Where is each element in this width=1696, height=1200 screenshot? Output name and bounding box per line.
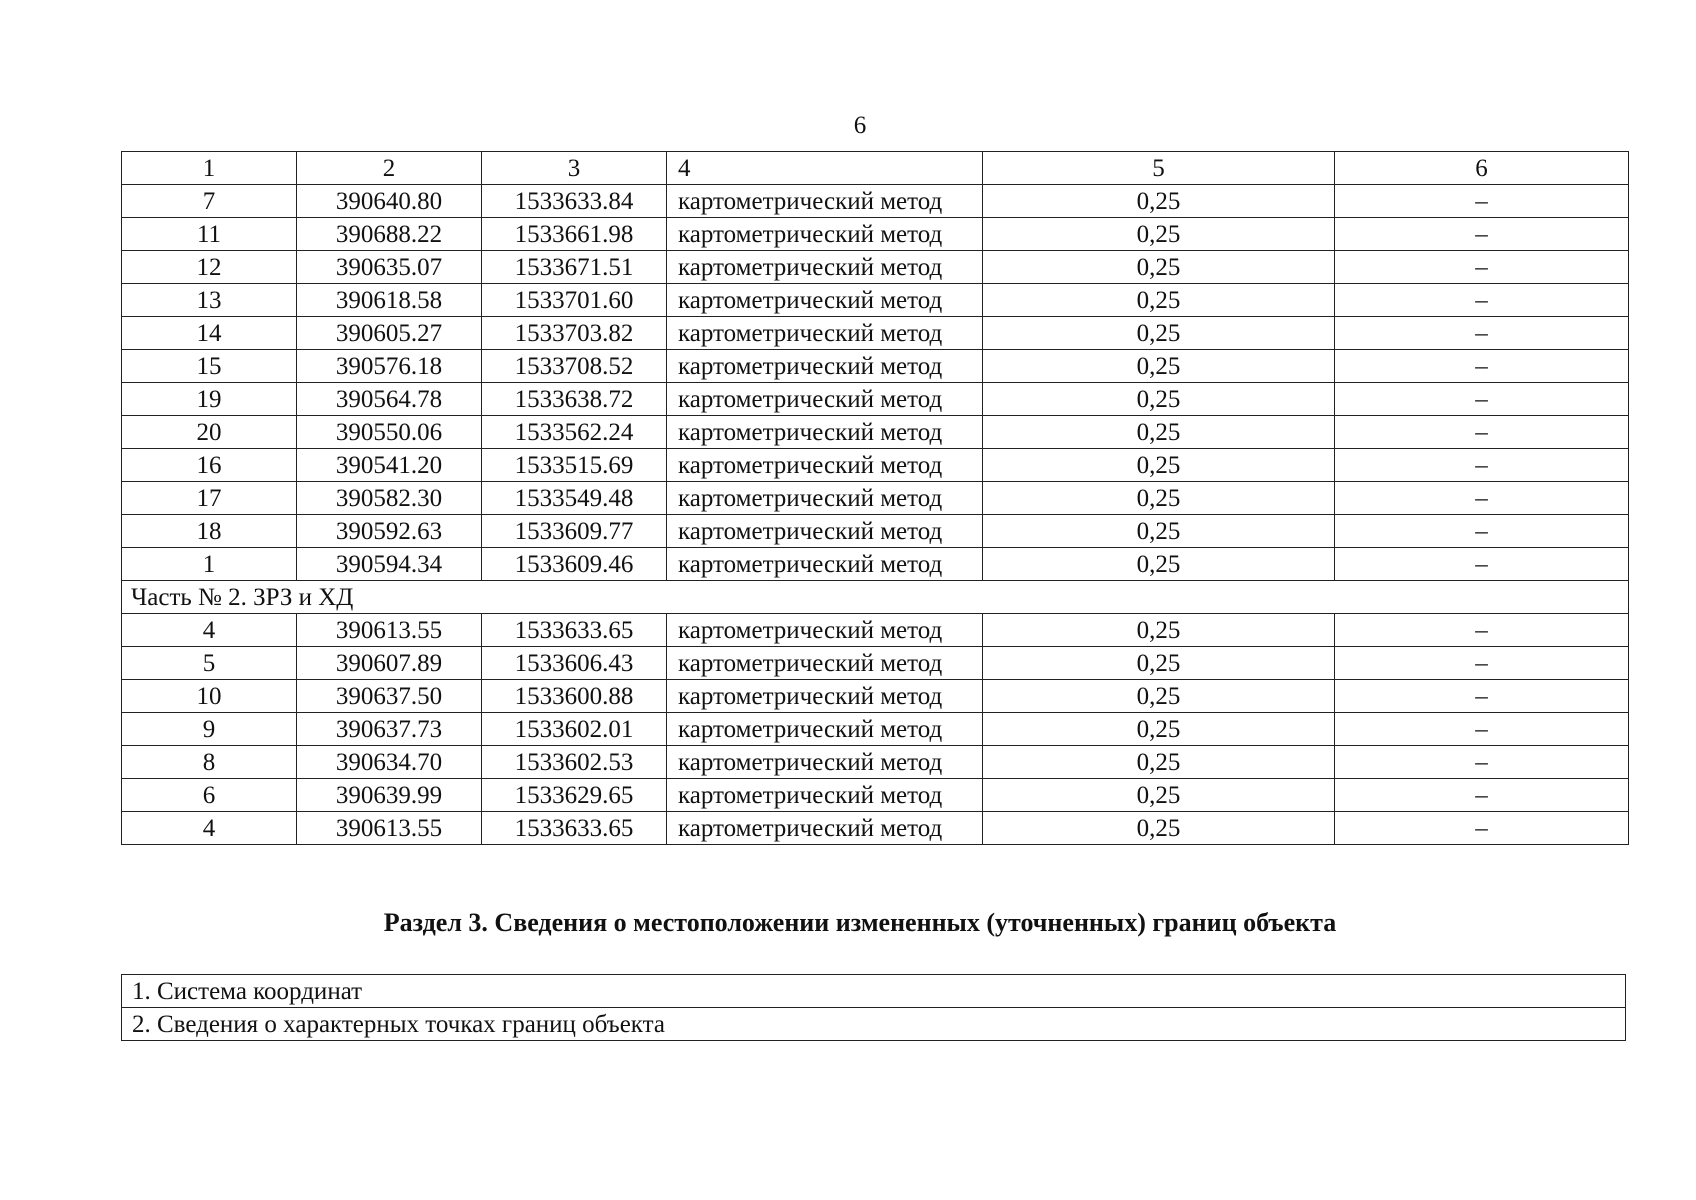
x-coordinate-cell: 390688.22	[297, 218, 482, 251]
point-number-cell: 9	[122, 713, 297, 746]
description-cell: –	[1335, 647, 1629, 680]
y-coordinate-cell: 1533562.24	[482, 416, 667, 449]
description-cell: –	[1335, 317, 1629, 350]
y-coordinate-cell: 1533671.51	[482, 251, 667, 284]
accuracy-cell: 0,25	[983, 779, 1335, 812]
method-cell: картометрический метод	[667, 614, 983, 647]
description-cell: –	[1335, 548, 1629, 581]
accuracy-cell: 0,25	[983, 548, 1335, 581]
point-number-cell: 1	[122, 152, 297, 185]
y-coordinate-cell: 1533609.77	[482, 515, 667, 548]
description-cell: –	[1335, 779, 1629, 812]
description-cell: –	[1335, 482, 1629, 515]
description-cell: –	[1335, 383, 1629, 416]
x-coordinate-cell: 390637.50	[297, 680, 482, 713]
description-cell: –	[1335, 284, 1629, 317]
x-coordinate-cell: 390637.73	[297, 713, 482, 746]
point-number-cell: 15	[122, 350, 297, 383]
description-cell: –	[1335, 350, 1629, 383]
method-cell: картометрический метод	[667, 482, 983, 515]
section-3-title: Раздел 3. Сведения о местоположении измененных (уточненных) границ объекта	[383, 908, 1337, 937]
x-coordinate-cell: 390592.63	[297, 515, 482, 548]
x-coordinate-cell: 390639.99	[297, 779, 482, 812]
description-cell: –	[1335, 449, 1629, 482]
accuracy-cell: 0,25	[983, 218, 1335, 251]
y-coordinate-cell: 1533703.82	[482, 317, 667, 350]
accuracy-cell: 0,25	[983, 746, 1335, 779]
method-cell: картометрический метод	[667, 185, 983, 218]
x-coordinate-cell: 390613.55	[297, 614, 482, 647]
x-coordinate-cell: 390607.89	[297, 647, 482, 680]
description-cell: 6	[1335, 152, 1629, 185]
point-number-cell: 17	[122, 482, 297, 515]
y-coordinate-cell: 1533515.69	[482, 449, 667, 482]
table-row	[122, 515, 1629, 548]
x-coordinate-cell: 390613.55	[297, 812, 482, 845]
table-row	[122, 614, 1629, 647]
page-number: 6	[853, 112, 867, 139]
table-row	[122, 482, 1629, 515]
y-coordinate-cell: 1533633.65	[482, 812, 667, 845]
point-number-cell: 12	[122, 251, 297, 284]
point-number-cell: 14	[122, 317, 297, 350]
table-row	[122, 317, 1629, 350]
description-cell: –	[1335, 680, 1629, 713]
table-row	[122, 713, 1629, 746]
x-coordinate-cell: 390635.07	[297, 251, 482, 284]
x-coordinate-cell: 2	[297, 152, 482, 185]
point-number-cell: 11	[122, 218, 297, 251]
accuracy-cell: 0,25	[983, 317, 1335, 350]
accuracy-cell: 0,25	[983, 416, 1335, 449]
accuracy-cell: 0,25	[983, 449, 1335, 482]
description-cell: –	[1335, 416, 1629, 449]
accuracy-cell: 0,25	[983, 251, 1335, 284]
x-coordinate-cell: 390594.34	[297, 548, 482, 581]
y-coordinate-cell: 1533609.46	[482, 548, 667, 581]
method-cell: картометрический метод	[667, 680, 983, 713]
boundary-points-cell: 2. Сведения о характерных точках границ объекта	[122, 1008, 1626, 1041]
description-cell: –	[1335, 185, 1629, 218]
point-number-cell: 13	[122, 284, 297, 317]
description-cell: –	[1335, 746, 1629, 779]
method-cell: картометрический метод	[667, 449, 983, 482]
description-cell: –	[1335, 515, 1629, 548]
y-coordinate-cell: 1533633.84	[482, 185, 667, 218]
accuracy-cell: 0,25	[983, 713, 1335, 746]
method-cell: картометрический метод	[667, 350, 983, 383]
point-number-cell: 16	[122, 449, 297, 482]
accuracy-cell: 0,25	[983, 515, 1335, 548]
y-coordinate-cell: 1533701.60	[482, 284, 667, 317]
table-row	[122, 680, 1629, 713]
x-coordinate-cell: 390634.70	[297, 746, 482, 779]
method-cell: картометрический метод	[667, 218, 983, 251]
table-row	[122, 350, 1629, 383]
method-cell: 4	[667, 152, 983, 185]
accuracy-cell: 0,25	[983, 482, 1335, 515]
point-number-cell: 8	[122, 746, 297, 779]
accuracy-cell: 0,25	[983, 647, 1335, 680]
section-3-table	[121, 974, 1626, 1041]
accuracy-cell: 0,25	[983, 614, 1335, 647]
y-coordinate-cell: 1533638.72	[482, 383, 667, 416]
method-cell: картометрический метод	[667, 317, 983, 350]
x-coordinate-cell: 390618.58	[297, 284, 482, 317]
table-row	[122, 284, 1629, 317]
table-row	[122, 449, 1629, 482]
method-cell: картометрический метод	[667, 284, 983, 317]
table-row	[122, 975, 1626, 1008]
accuracy-cell: 0,25	[983, 680, 1335, 713]
method-cell: картометрический метод	[667, 548, 983, 581]
table-row	[122, 548, 1629, 581]
point-number-cell: 4	[122, 614, 297, 647]
coordinates-table	[121, 151, 1629, 845]
x-coordinate-cell: 390541.20	[297, 449, 482, 482]
y-coordinate-cell: 1533602.01	[482, 713, 667, 746]
table-header-row	[122, 152, 1629, 185]
description-cell: –	[1335, 218, 1629, 251]
accuracy-cell: 0,25	[983, 812, 1335, 845]
point-number-cell: 19	[122, 383, 297, 416]
point-number-cell: 10	[122, 680, 297, 713]
y-coordinate-cell: 1533602.53	[482, 746, 667, 779]
description-cell: –	[1335, 713, 1629, 746]
method-cell: картометрический метод	[667, 746, 983, 779]
y-coordinate-cell: 1533633.65	[482, 614, 667, 647]
table-row	[122, 647, 1629, 680]
table-row	[122, 812, 1629, 845]
method-cell: картометрический метод	[667, 515, 983, 548]
method-cell: картометрический метод	[667, 812, 983, 845]
table-row	[122, 746, 1629, 779]
x-coordinate-cell: 390576.18	[297, 350, 482, 383]
accuracy-cell: 0,25	[983, 185, 1335, 218]
point-number-cell: 18	[122, 515, 297, 548]
y-coordinate-cell: 1533629.65	[482, 779, 667, 812]
point-number-cell: 5	[122, 647, 297, 680]
x-coordinate-cell: 390605.27	[297, 317, 482, 350]
accuracy-cell: 0,25	[983, 350, 1335, 383]
method-cell: картометрический метод	[667, 251, 983, 284]
x-coordinate-cell: 390550.06	[297, 416, 482, 449]
table-row	[122, 383, 1629, 416]
x-coordinate-cell: 390640.80	[297, 185, 482, 218]
coordinate-system-cell: 1. Система координат	[122, 975, 1626, 1008]
method-cell: картометрический метод	[667, 416, 983, 449]
table-row	[122, 251, 1629, 284]
part-2-label: Часть № 2. ЗРЗ и ХД	[122, 581, 1629, 614]
description-cell: –	[1335, 251, 1629, 284]
point-number-cell: 7	[122, 185, 297, 218]
part-2-row	[122, 581, 1629, 614]
y-coordinate-cell: 1533708.52	[482, 350, 667, 383]
point-number-cell: 4	[122, 812, 297, 845]
table-row	[122, 779, 1629, 812]
table-row	[122, 218, 1629, 251]
method-cell: картометрический метод	[667, 647, 983, 680]
y-coordinate-cell: 3	[482, 152, 667, 185]
table-row	[122, 185, 1629, 218]
x-coordinate-cell: 390582.30	[297, 482, 482, 515]
description-cell: –	[1335, 812, 1629, 845]
point-number-cell: 1	[122, 548, 297, 581]
y-coordinate-cell: 1533600.88	[482, 680, 667, 713]
table-row	[122, 416, 1629, 449]
y-coordinate-cell: 1533549.48	[482, 482, 667, 515]
table-row	[122, 1008, 1626, 1041]
y-coordinate-cell: 1533606.43	[482, 647, 667, 680]
accuracy-cell: 0,25	[983, 383, 1335, 416]
method-cell: картометрический метод	[667, 779, 983, 812]
point-number-cell: 6	[122, 779, 297, 812]
accuracy-cell: 0,25	[983, 284, 1335, 317]
y-coordinate-cell: 1533661.98	[482, 218, 667, 251]
x-coordinate-cell: 390564.78	[297, 383, 482, 416]
method-cell: картометрический метод	[667, 713, 983, 746]
point-number-cell: 20	[122, 416, 297, 449]
accuracy-cell: 5	[983, 152, 1335, 185]
description-cell: –	[1335, 614, 1629, 647]
method-cell: картометрический метод	[667, 383, 983, 416]
